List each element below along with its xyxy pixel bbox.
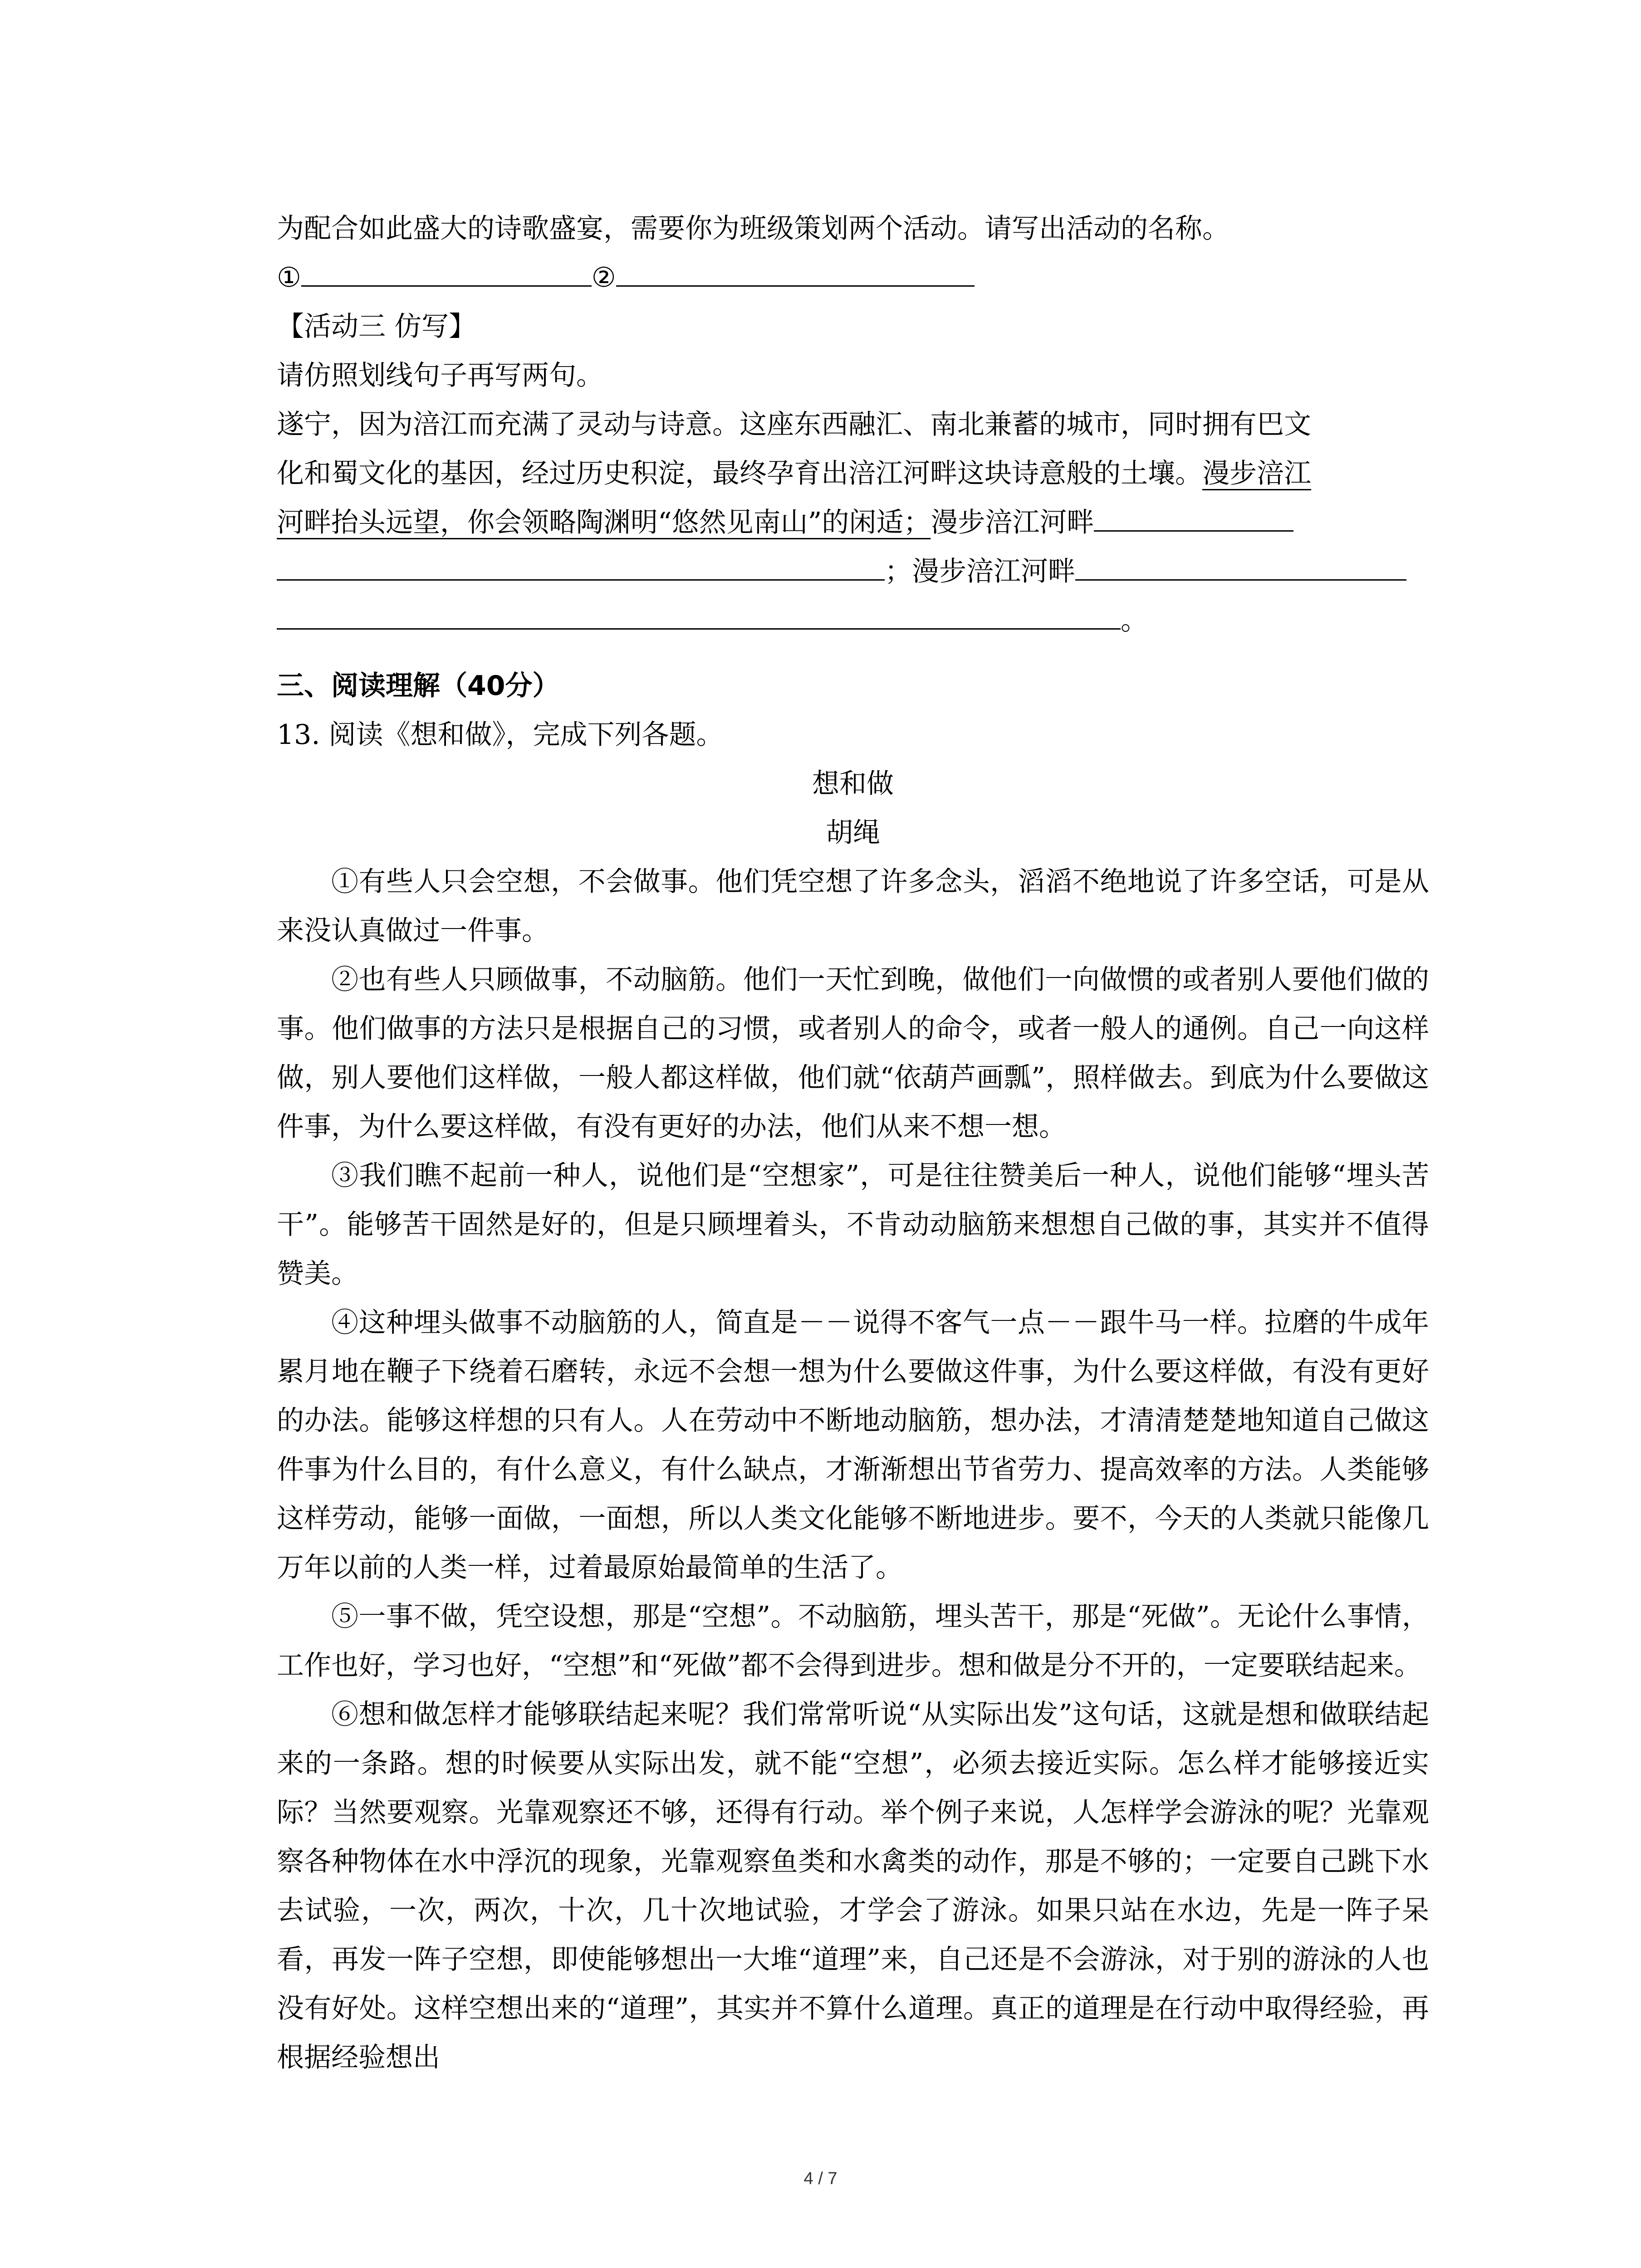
passage-line-5 xyxy=(277,596,1429,645)
passage-line-2 xyxy=(277,449,1429,498)
activity3-instruction: 请仿照划线句子再写两句。 xyxy=(277,360,603,391)
imitation-blank-2b[interactable] xyxy=(277,598,1121,630)
activity3-title: 【活动三 仿写】 xyxy=(277,311,476,342)
question-13: 13. 阅读《想和做》，完成下列各题。 xyxy=(277,719,724,751)
underlined-sentence: 河畔抬头远望，你会领略陶渊明“悠然见南山”的闲适； xyxy=(277,507,931,538)
section-heading: 三、阅读理解（40分） xyxy=(277,670,560,702)
answer-blank-2[interactable] xyxy=(616,255,975,287)
passage-line-1: 遂宁，因为涪江而充满了灵动与诗意。这座东西融汇、南北兼蓄的城市，同时拥有巴文 xyxy=(277,409,1311,440)
passage-line-4 xyxy=(277,547,1429,596)
article-paragraph-5: ⑤一事不做，凭空设想，那是“空想”。不动脑筋，埋头苦干，那是“死做”。无论什么事情，工作也好，学习也好，“空想”和“死做”都不会得到进步。想和做是分不开的，一定要联结起来。 xyxy=(277,1601,1429,1681)
underlined-sentence: 漫步涪江 xyxy=(1202,458,1311,489)
blank-label-2: ② xyxy=(591,262,616,293)
passage-text: 化和蜀文化的基因，经过历史积淀，最终孕育出涪江河畔这块诗意般的土壤。 xyxy=(277,458,1202,489)
activity-instruction: 为配合如此盛大的诗歌盛宴，需要你为班级策划两个活动。请写出活动的名称。 xyxy=(277,213,1230,244)
passage-text: ；漫步涪江河畔 xyxy=(885,556,1075,587)
blank-label-1: ① xyxy=(277,262,301,293)
article-paragraph-2: ②也有些人只顾做事，不动脑筋。他们一天忙到晚，做他们一向做惯的或者别人要他们做的事。他们做事的方法只是根据自己的习惯，或者别人的命令，或者一般人的通例。自己一向这样做，别人要他们这样做，一般人都这样做，他们就“依葫芦画瓢”，照样做去。到底为什么要做这件事，为什么要这样做，有没有更好的办法，他们从来不想一想。 xyxy=(277,964,1429,1143)
activity-name-blanks xyxy=(277,253,1429,302)
article-paragraph-1: ①有些人只会空想，不会做事。他们凭空想了许多念头，滔滔不绝地说了许多空话，可是从来没认真做过一件事。 xyxy=(277,866,1429,947)
article-paragraph-4: ④这种埋头做事不动脑筋的人，简直是－－说得不客气一点－－跟牛马一样。拉磨的牛成年累月地在鞭子下绕着石磨转，永远不会想一想为什么要做这件事，为什么要这样做，有没有更好的办法。能够这样想的只有人。人在劳动中不断地动脑筋，想办法，才清清楚楚地知道自己做这件事为什么目的，有什么意义，有什么缺点，才渐渐想出节省劳力、提高效率的方法。人类能够这样劳动，能够一面做，一面想，所以人类文化能够不断地进步。要不，今天的人类就只能像几万年以前的人类一样，过着最原始最简单的生活了。 xyxy=(277,1307,1429,1584)
passage-line-3 xyxy=(277,498,1429,547)
answer-blank-1[interactable] xyxy=(301,255,592,287)
article-title: 想和做 xyxy=(812,768,894,800)
passage-text: 漫步涪江河畔 xyxy=(931,507,1094,538)
article-paragraph-3: ③我们瞧不起前一种人，说他们是“空想家”，可是往往赞美后一种人，说他们能够“埋头苦干”。能够苦干固然是好的，但是只顾埋着头，不肯动动脑筋来想想自己做的事，其实并不值得赞美。 xyxy=(277,1160,1429,1290)
article-paragraph-6: ⑥想和做怎样才能够联结起来呢？我们常常听说“从实际出发”这句话，这就是想和做联结起来的一条路。想的时候要从实际出发，就不能“空想”，必须去接近实际。怎么样才能够接近实际？当然要观察。光靠观察还不够，还得有行动。举个例子来说，人怎样学会游泳的呢？光靠观察各种物体在水中浮沉的现象，光靠观察鱼类和水禽类的动作，那是不够的；一定要自己跳下水去试验，一次，两次，十次，几十次地试验，才学会了游泳。如果只站在水边，先是一阵子呆看，再发一阵子空想，即使能够想出一大堆“道理”来，自己还是不会游泳，对于别的游泳的人也没有好处。这样空想出来的“道理”，其实并不算什么道理。真正的道理是在行动中取得经验，再根据经验想出 xyxy=(277,1699,1429,2073)
page-content xyxy=(277,204,1429,2082)
article-author: 胡绳 xyxy=(826,817,880,849)
imitation-blank-2a[interactable] xyxy=(1075,549,1406,581)
page-number: 4 / 7 xyxy=(803,2169,838,2188)
imitation-blank-1a[interactable] xyxy=(1094,500,1293,532)
imitation-blank-1b[interactable] xyxy=(277,549,885,581)
passage-end: 。 xyxy=(1121,605,1148,636)
